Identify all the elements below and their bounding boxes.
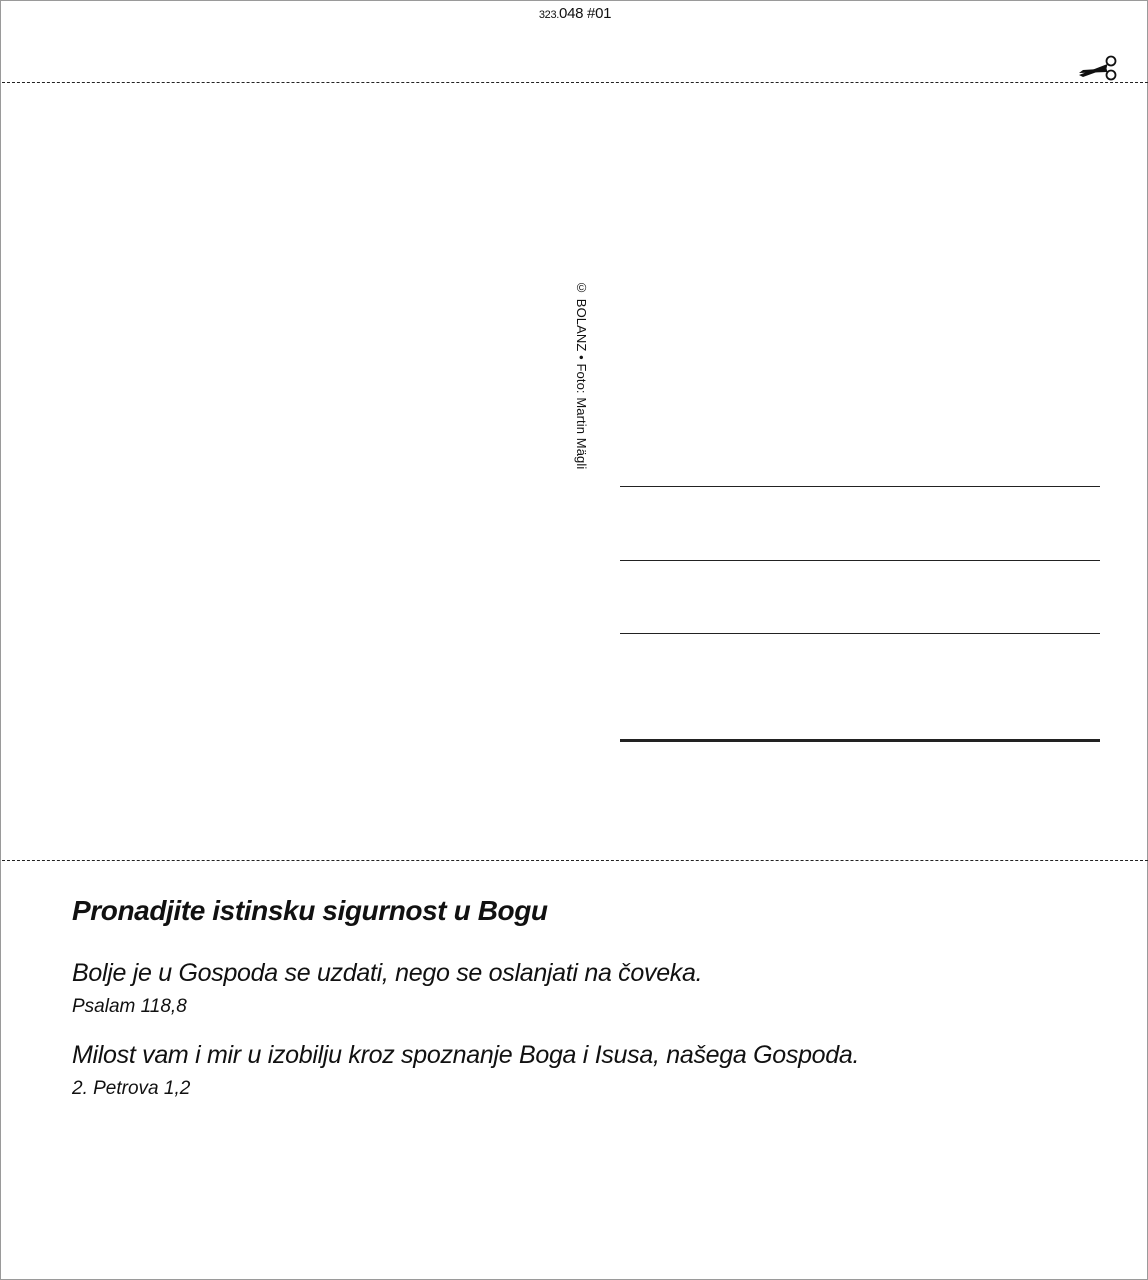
cut-line-top (2, 82, 1148, 83)
verse-reference: Psalam 118,8 (72, 996, 187, 1017)
scissors-icon (1075, 53, 1121, 85)
print-code-number: 048 #01 (559, 5, 612, 22)
verse-text: Bolje je u Gospoda se uzdati, nego se oslanjati na čoveka. (72, 959, 703, 987)
message-title: Pronadjite istinsku sigurnost u Bogu (72, 895, 548, 926)
cut-line-bottom (2, 860, 1148, 861)
print-code-prefix: 323. (538, 9, 560, 21)
verse-text: Milost vam i mir u izobilju kroz spoznanje Boga i Isusa, našega Gospoda. (72, 1041, 860, 1069)
print-code (1, 5, 1148, 22)
address-line-1 (620, 486, 1100, 487)
address-line-4 (620, 739, 1100, 742)
address-line-3 (620, 633, 1100, 634)
photo-credit: © BOLANZ • Foto: Martin Mägli (574, 280, 589, 470)
address-line-2 (620, 560, 1100, 561)
verse-reference: 2. Petrova 1,2 (72, 1078, 191, 1099)
